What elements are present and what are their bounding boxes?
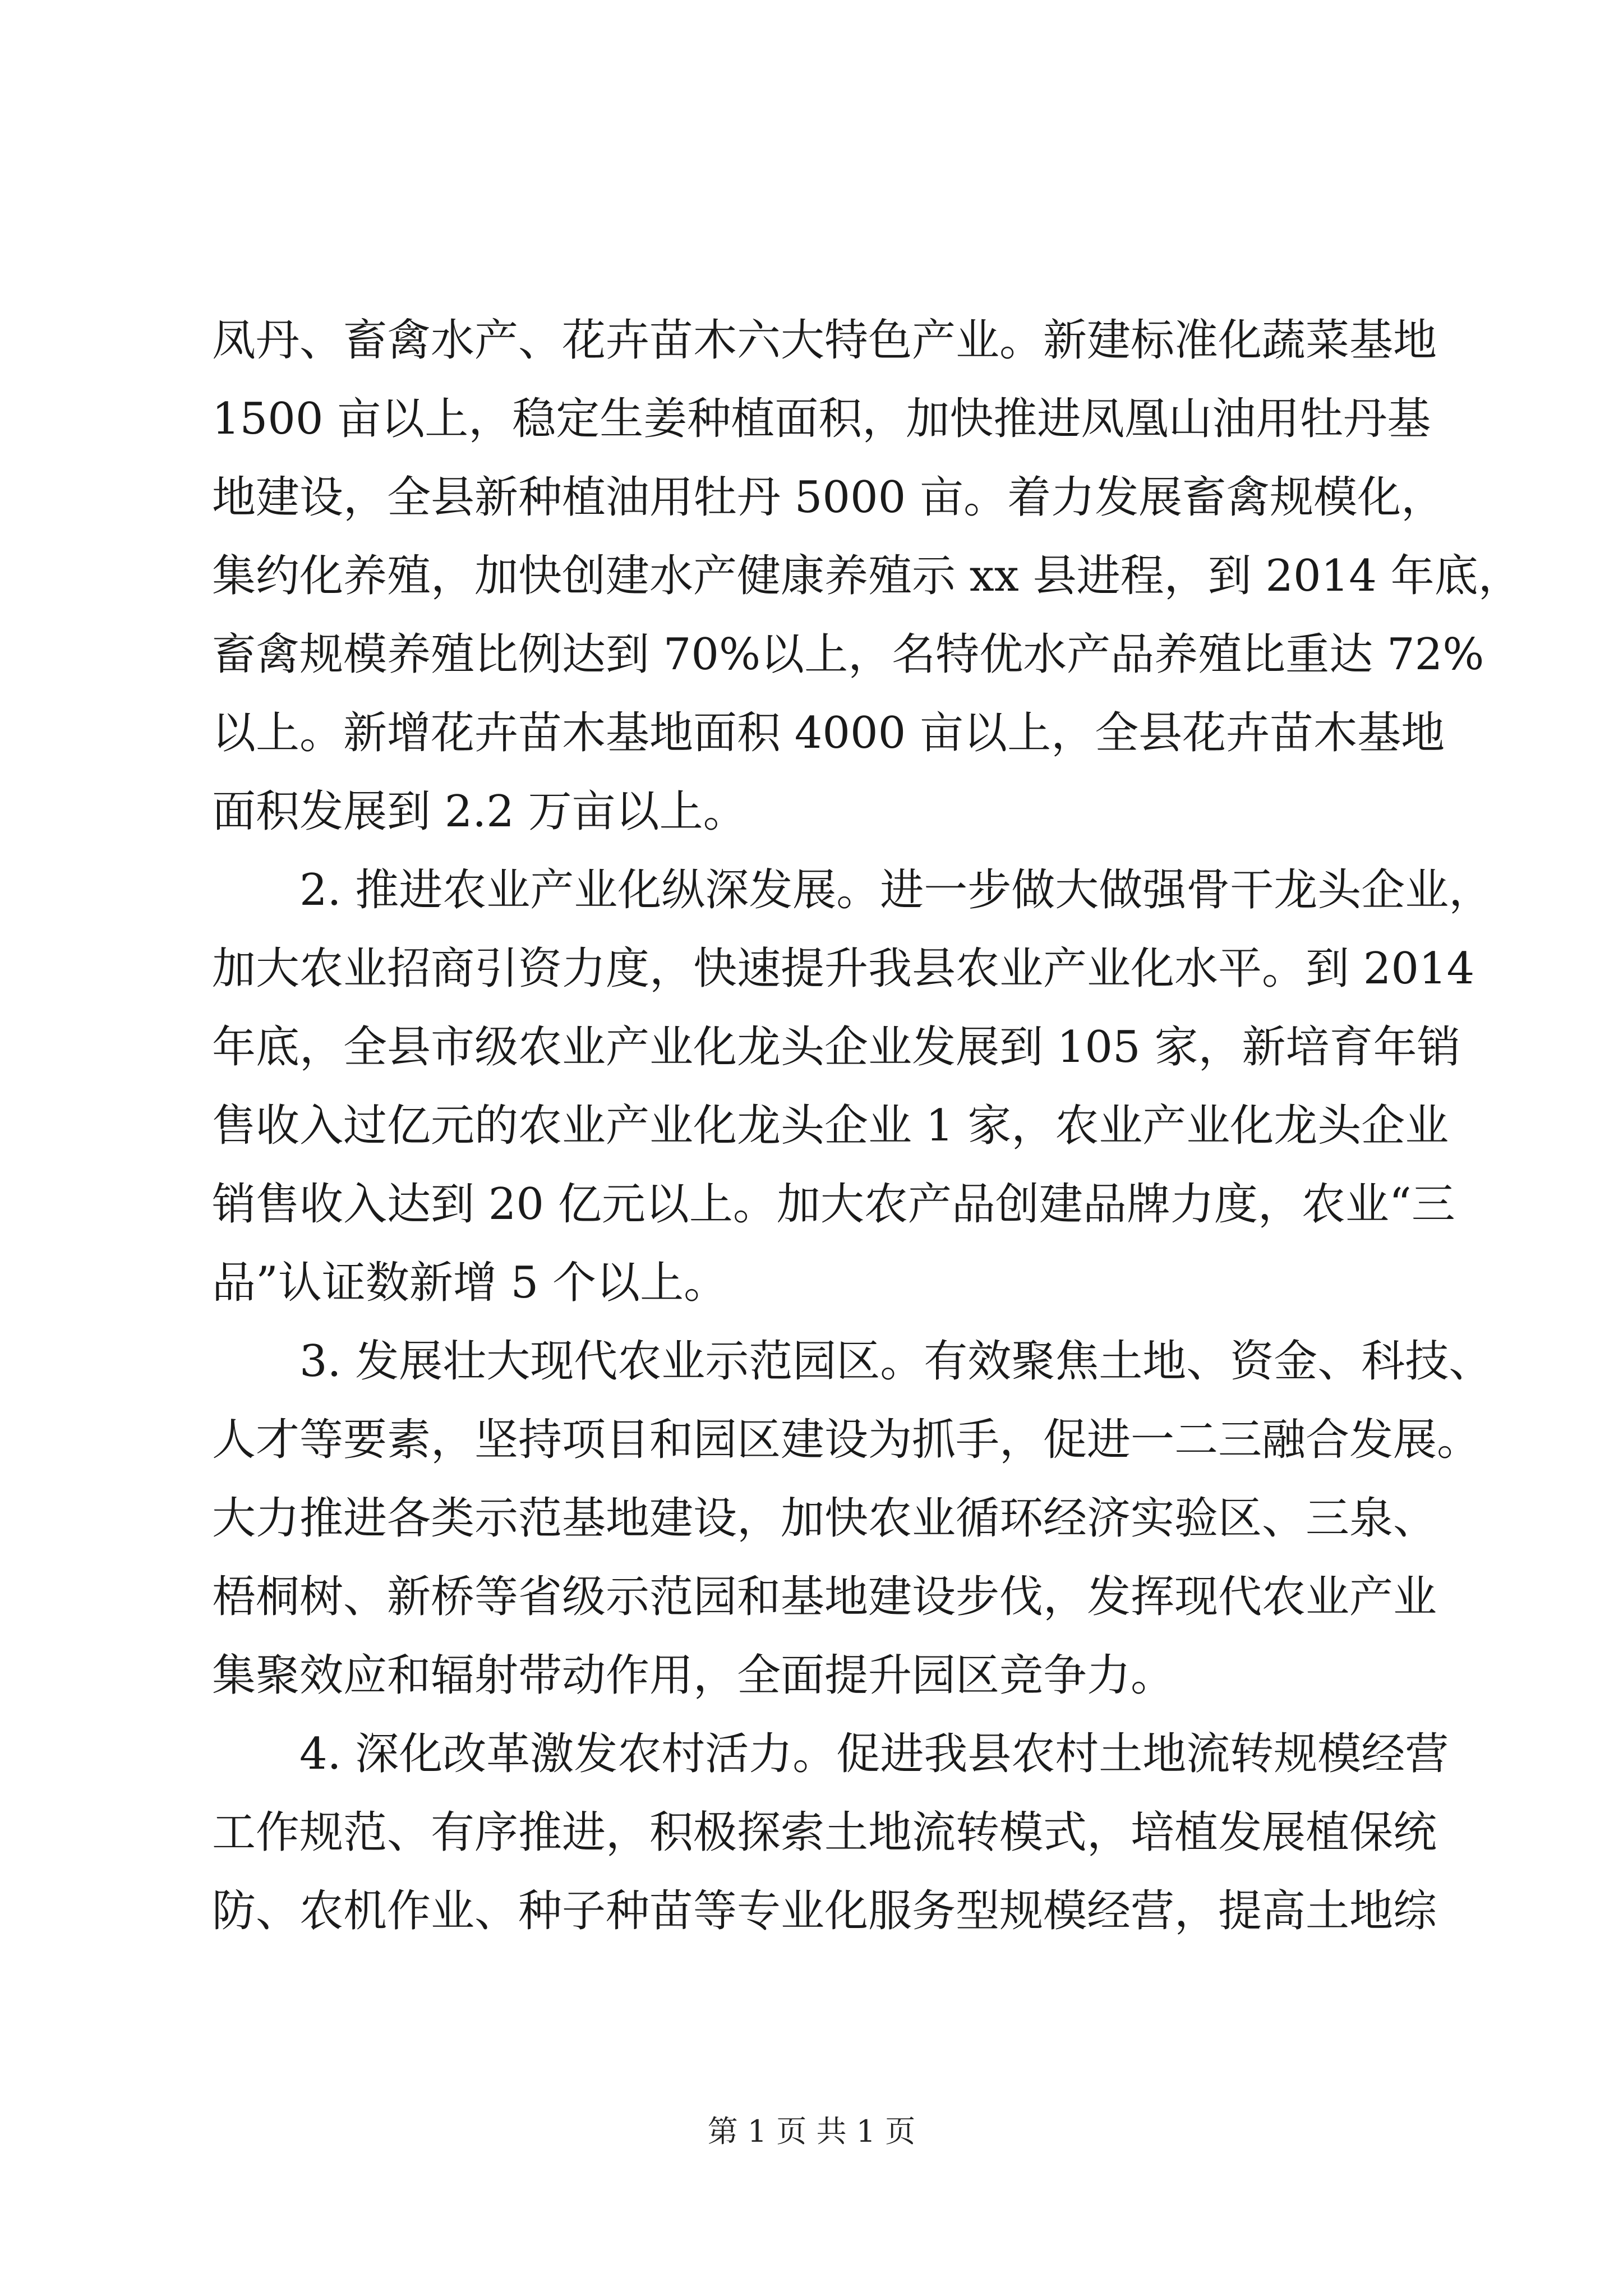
body-text-line: 工作规范、有序推进，积极探索土地流转模式，培植发展植保统 [212, 1807, 1437, 1858]
body-text-line: 凤丹、畜禽水产、花卉苗木六大特色产业。新建标准化蔬菜基地 [212, 315, 1437, 366]
body-text-line: 加大农业招商引资力度，快速提升我县农业产业化水平。到 2014 [212, 944, 1475, 994]
body-text-line: 地建设，全县新种植油用牡丹 5000 亩。着力发展畜禽规模化， [212, 472, 1445, 523]
body-text-line: 品”认证数新增 5 个以上。 [212, 1258, 728, 1308]
body-text-line: 年底，全县市级农业产业化龙头企业发展到 105 家，新培育年销 [212, 1022, 1461, 1073]
body-text-line: 畜禽规模养殖比例达到 70%以上，名特优水产品养殖比重达 72% [212, 629, 1484, 680]
body-text-line: 大力推进各类示范基地建设，加快农业循环经济实验区、三泉、 [212, 1493, 1437, 1544]
body-text-line: 销售收入达到 20 亿元以上。加大农产品创建品牌力度，农业“三 [212, 1179, 1455, 1230]
body-text-line: 面积发展到 2.2 万亩以上。 [212, 786, 747, 837]
body-text-line: 人才等要素，坚持项目和园区建设为抓手，促进一二三融合发展。 [212, 1415, 1481, 1465]
paragraph-heading-line: 4. 深化改革激发农村活力。促进我县农村土地流转规模经营 [299, 1729, 1449, 1779]
body-text-line: 集约化养殖，加快创建水产健康养殖示 xx 县进程，到 2014 年底， [212, 551, 1522, 601]
body-text-line: 防、农机作业、种子种苗等专业化服务型规模经营，提高土地综 [212, 1886, 1437, 1936]
paragraph-heading-line: 3. 发展壮大现代农业示范园区。有效聚焦土地、资金、科技、 [299, 1336, 1493, 1387]
body-text-line: 梧桐树、新桥等省级示范园和基地建设步伐，发挥现代农业产业 [212, 1572, 1437, 1622]
body-text-line: 以上。新增花卉苗木基地面积 4000 亩以上，全县花卉苗木基地 [212, 708, 1445, 758]
body-text-line: 1500 亩以上，稳定生姜种植面积，加快推进凤凰山油用牡丹基 [212, 394, 1431, 444]
body-text-line: 售收入过亿元的农业产业化龙头企业 1 家，农业产业化龙头企业 [212, 1101, 1449, 1151]
paragraph-heading-line: 2. 推进农业产业化纵深发展。进一步做大做强骨干龙头企业， [299, 865, 1493, 915]
page-number-footer: 第 1 页 共 1 页 [707, 2114, 916, 2149]
body-text-line: 集聚效应和辐射带动作用，全面提升园区竞争力。 [212, 1650, 1175, 1701]
